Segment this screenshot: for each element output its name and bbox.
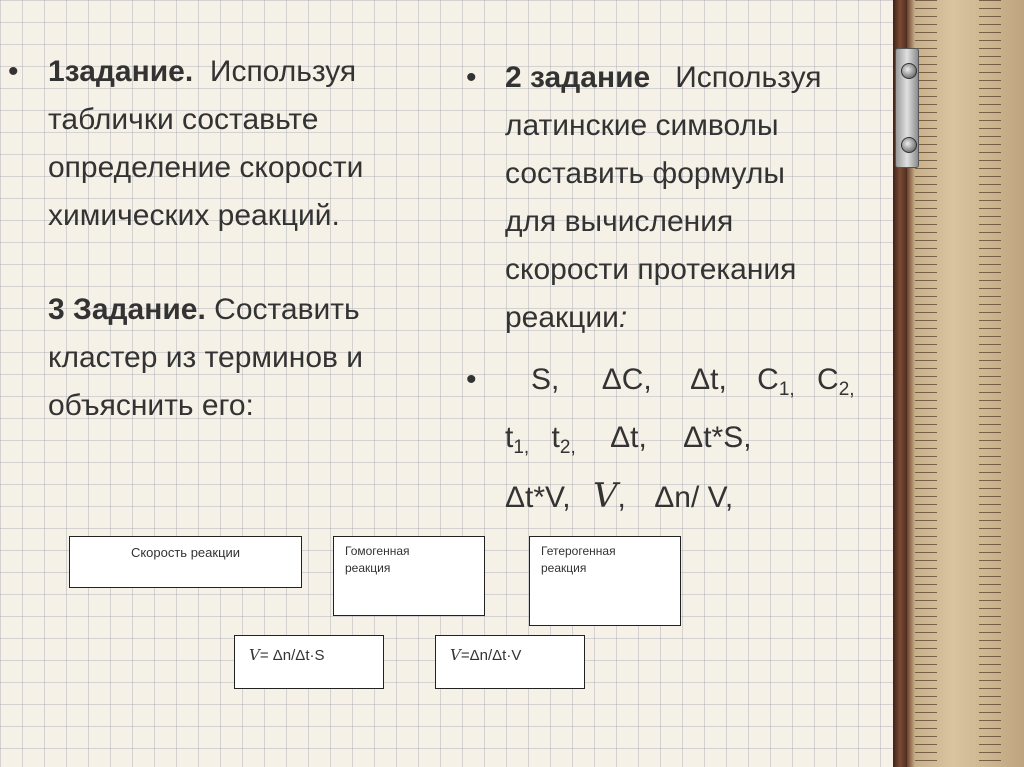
symbol-t1: $t_{1,}$ (505, 421, 530, 458)
symbol-delta-n-v: Δn/ V, (654, 481, 734, 514)
task3-text-line1: Составить (214, 293, 360, 326)
bullet-icon: • (466, 363, 477, 396)
task2-line6 (505, 294, 895, 342)
task2-colon: : (618, 301, 628, 334)
task2-title: 2 задание (505, 61, 651, 94)
symbol-s: S, (531, 363, 560, 396)
box-reaction-speed-label: Скорость реакции (130, 545, 241, 560)
screw-icon (901, 63, 917, 79)
task2-text-line5: скорости протекания (505, 253, 797, 286)
task2-text-line3: составить формулы (505, 157, 785, 190)
task2-text-line1: Используя (675, 61, 822, 94)
task3-text-line3: объяснить его: (48, 389, 254, 422)
task2-block (505, 54, 895, 342)
symbols-block (505, 356, 895, 522)
ruler-ticks (915, 0, 1024, 767)
ruler-decoration (893, 0, 1024, 767)
symbols-line3 (505, 472, 895, 522)
ruler-clip (895, 48, 919, 168)
screw-icon (901, 137, 917, 153)
task1-line1 (48, 48, 448, 96)
task2-text-line4: для вычисления (505, 205, 734, 238)
symbols-line1 (505, 356, 895, 414)
symbol-delta-t: Δt, (690, 363, 727, 396)
symbol-delta-t-2: Δt, (610, 421, 647, 454)
box-heterogeneous-line2: реакция (541, 561, 587, 575)
symbols-line2 (505, 414, 895, 472)
symbol-t2: $t_{2,}$ (551, 421, 576, 458)
bullet-icon: • (466, 61, 477, 94)
task3-title: 3 Задание. (48, 293, 206, 326)
task2-line1 (505, 54, 895, 102)
box-reaction-speed (69, 536, 302, 588)
box-formula-heterogeneous: V=Δn/Δt·V (435, 635, 585, 689)
task1-text-line1: Используя (209, 55, 357, 88)
task1-text-line2: таблички составьте (48, 103, 319, 136)
box-heterogeneous-line1: Гетерогенная (541, 544, 616, 558)
bullet-icon: • (8, 55, 19, 88)
task3-text-line2: кластер из терминов и (48, 341, 364, 374)
task1-title: 1задание. (48, 55, 194, 88)
symbol-delta-t-s: Δt*S, (683, 421, 752, 454)
box-heterogeneous (529, 536, 681, 626)
task2-text-line6: реакции (505, 301, 619, 334)
task2-text-line2: латинские символы (505, 109, 779, 142)
task1-text-line3: определение скорости (48, 151, 364, 184)
symbol-c1: $C_{1,}$ (757, 363, 795, 400)
box-homogeneous-line2: реакция (345, 561, 391, 575)
box-homogeneous-line1: Гомогенная (345, 544, 410, 558)
symbol-delta-c: ΔC, (601, 363, 652, 396)
symbol-v: V, (592, 476, 626, 516)
task1-text-line4: химических реакций. (48, 199, 340, 232)
box-formula-homogeneous: V= Δn/Δt·S (234, 635, 384, 689)
symbol-delta-t-v: Δt*V, (505, 481, 571, 514)
task3-line1 (48, 286, 448, 334)
task1-block (48, 48, 448, 240)
task3-block (48, 286, 448, 430)
box-homogeneous (333, 536, 485, 616)
symbol-c2: $C_{2,}$ (817, 363, 855, 400)
